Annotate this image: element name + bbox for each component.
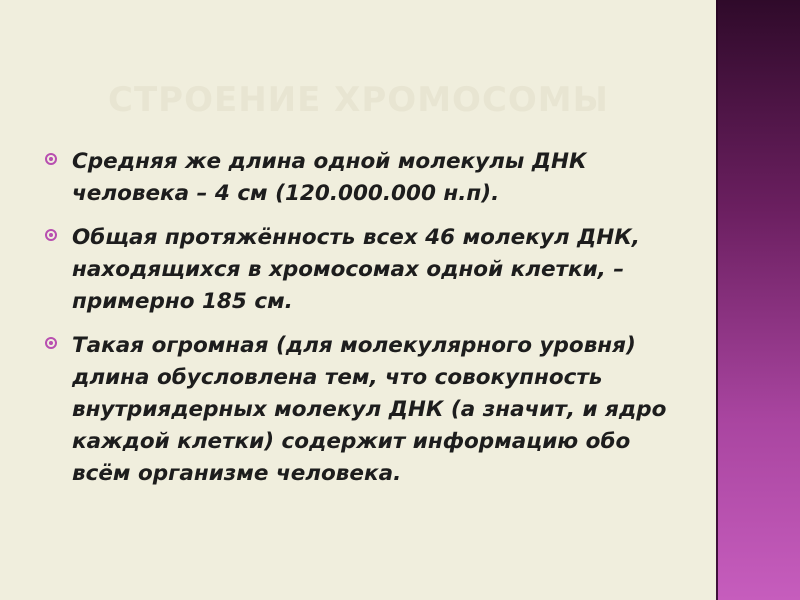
bullet-text: Общая протяжённость всех 46 молекул ДНК, находящихся в хромосомах одной клетки, – примерно 185 см.: [72, 225, 640, 314]
decorative-side-band: [712, 0, 800, 600]
bullet-item: [42, 146, 674, 210]
circle-bullet-icon: [45, 153, 57, 165]
bullet-list: [42, 146, 674, 502]
bullet-item: [42, 330, 674, 490]
slide-title: СТРОЕНИЕ ХРОМОСОМЫ: [108, 80, 609, 120]
circle-bullet-icon: [45, 229, 57, 241]
bullet-item: [42, 222, 674, 318]
bullet-text: Такая огромная (для молекулярного уровня) длина обусловлена тем, что совокупность внутриядерных молекул ДНК (а значит, и ядро каждой клетки) содержит информацию обо всём организме человека.: [72, 333, 667, 486]
circle-bullet-icon: [45, 337, 57, 349]
bullet-text: Средняя же длина одной молекулы ДНК человека – 4 см (120.000.000 н.п).: [72, 149, 587, 206]
